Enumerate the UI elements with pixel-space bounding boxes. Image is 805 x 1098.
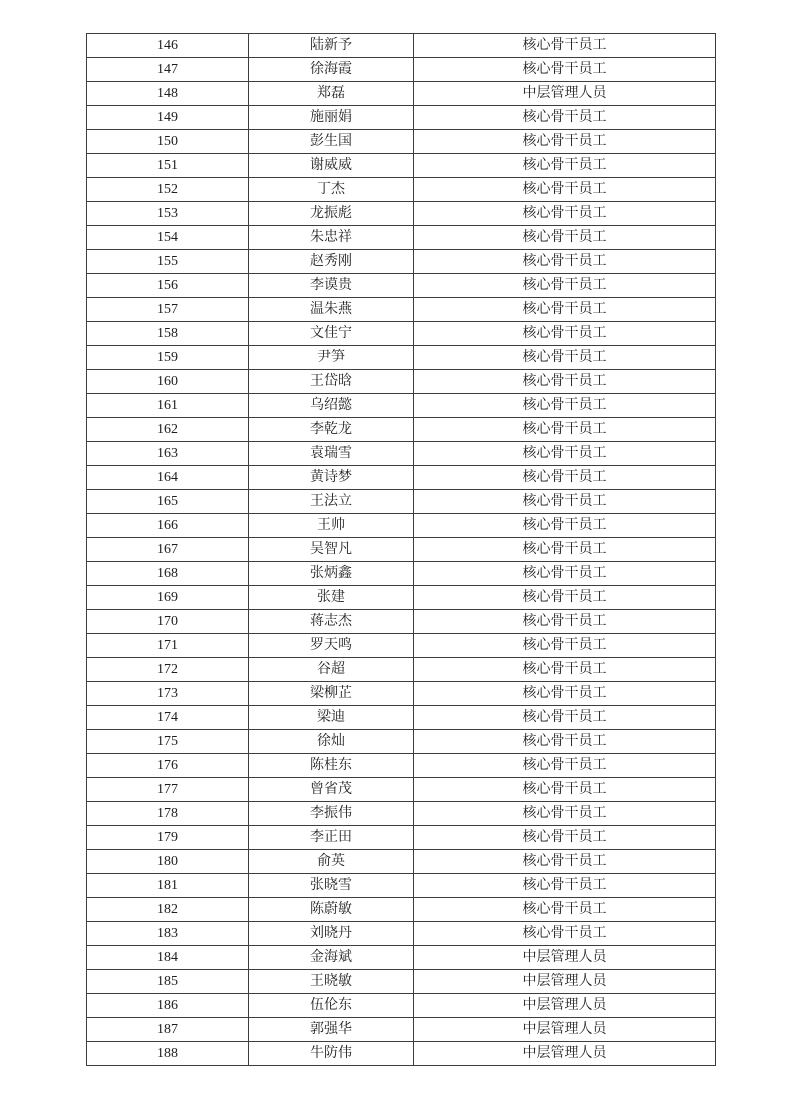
employee-category-cell: 核心骨干员工 — [414, 586, 716, 610]
serial-number-cell: 162 — [87, 418, 249, 442]
employee-name-cell: 王岱晗 — [249, 370, 414, 394]
employee-category-cell: 核心骨干员工 — [414, 202, 716, 226]
employee-category-cell: 核心骨干员工 — [414, 514, 716, 538]
employee-category-cell: 核心骨干员工 — [414, 130, 716, 154]
employee-name-cell: 朱忠祥 — [249, 226, 414, 250]
serial-number-cell: 176 — [87, 754, 249, 778]
serial-number-cell: 186 — [87, 994, 249, 1018]
table-row — [87, 586, 716, 610]
serial-number-cell: 154 — [87, 226, 249, 250]
employee-name-cell: 龙振彪 — [249, 202, 414, 226]
employee-category-cell: 核心骨干员工 — [414, 754, 716, 778]
serial-number-cell: 188 — [87, 1042, 249, 1066]
employee-category-cell: 核心骨干员工 — [414, 706, 716, 730]
table-row — [87, 178, 716, 202]
table-row — [87, 322, 716, 346]
employee-category-cell: 核心骨干员工 — [414, 658, 716, 682]
table-row — [87, 418, 716, 442]
table-row — [87, 898, 716, 922]
table-row — [87, 922, 716, 946]
employee-category-cell: 核心骨干员工 — [414, 370, 716, 394]
serial-number-cell: 161 — [87, 394, 249, 418]
employee-name-cell: 张炳鑫 — [249, 562, 414, 586]
table-row — [87, 826, 716, 850]
employee-category-cell: 核心骨干员工 — [414, 178, 716, 202]
employee-name-cell: 施丽娟 — [249, 106, 414, 130]
employee-name-cell: 陆新予 — [249, 34, 414, 58]
employee-name-cell: 尹笋 — [249, 346, 414, 370]
employee-name-cell: 陈蔚敏 — [249, 898, 414, 922]
table-row — [87, 538, 716, 562]
serial-number-cell: 180 — [87, 850, 249, 874]
table-row — [87, 346, 716, 370]
employee-roster-table — [86, 33, 716, 1066]
table-row — [87, 34, 716, 58]
table-row — [87, 682, 716, 706]
employee-category-cell: 核心骨干员工 — [414, 562, 716, 586]
employee-category-cell: 核心骨干员工 — [414, 802, 716, 826]
table-row — [87, 154, 716, 178]
employee-category-cell: 核心骨干员工 — [414, 322, 716, 346]
table-row — [87, 970, 716, 994]
table-row — [87, 226, 716, 250]
table-row — [87, 874, 716, 898]
table-row — [87, 298, 716, 322]
employee-roster-body — [87, 34, 716, 1066]
serial-number-cell: 170 — [87, 610, 249, 634]
employee-name-cell: 丁杰 — [249, 178, 414, 202]
employee-name-cell: 王晓敏 — [249, 970, 414, 994]
employee-category-cell: 核心骨干员工 — [414, 298, 716, 322]
table-row — [87, 394, 716, 418]
employee-category-cell: 核心骨干员工 — [414, 490, 716, 514]
employee-name-cell: 文佳宁 — [249, 322, 414, 346]
employee-name-cell: 伍伦东 — [249, 994, 414, 1018]
employee-category-cell: 核心骨干员工 — [414, 346, 716, 370]
serial-number-cell: 152 — [87, 178, 249, 202]
employee-category-cell: 核心骨干员工 — [414, 274, 716, 298]
employee-category-cell: 中层管理人员 — [414, 1018, 716, 1042]
employee-name-cell: 吴智凡 — [249, 538, 414, 562]
serial-number-cell: 172 — [87, 658, 249, 682]
employee-category-cell: 核心骨干员工 — [414, 58, 716, 82]
serial-number-cell: 163 — [87, 442, 249, 466]
serial-number-cell: 168 — [87, 562, 249, 586]
table-row — [87, 442, 716, 466]
employee-category-cell: 中层管理人员 — [414, 994, 716, 1018]
table-row — [87, 250, 716, 274]
serial-number-cell: 166 — [87, 514, 249, 538]
table-row — [87, 58, 716, 82]
employee-name-cell: 牛防伟 — [249, 1042, 414, 1066]
employee-category-cell: 核心骨干员工 — [414, 682, 716, 706]
serial-number-cell: 179 — [87, 826, 249, 850]
table-row — [87, 778, 716, 802]
employee-name-cell: 赵秀刚 — [249, 250, 414, 274]
table-row — [87, 658, 716, 682]
serial-number-cell: 175 — [87, 730, 249, 754]
table-row — [87, 634, 716, 658]
employee-name-cell: 曾省茂 — [249, 778, 414, 802]
table-row — [87, 754, 716, 778]
employee-category-cell: 核心骨干员工 — [414, 106, 716, 130]
employee-name-cell: 蒋志杰 — [249, 610, 414, 634]
table-row — [87, 82, 716, 106]
table-row — [87, 562, 716, 586]
employee-name-cell: 徐灿 — [249, 730, 414, 754]
employee-name-cell: 谷超 — [249, 658, 414, 682]
employee-name-cell: 乌绍懿 — [249, 394, 414, 418]
employee-name-cell: 金海斌 — [249, 946, 414, 970]
employee-name-cell: 李乾龙 — [249, 418, 414, 442]
employee-category-cell: 核心骨干员工 — [414, 418, 716, 442]
serial-number-cell: 148 — [87, 82, 249, 106]
employee-category-cell: 核心骨干员工 — [414, 634, 716, 658]
serial-number-cell: 151 — [87, 154, 249, 178]
table-row — [87, 202, 716, 226]
serial-number-cell: 153 — [87, 202, 249, 226]
employee-name-cell: 刘晓丹 — [249, 922, 414, 946]
table-row — [87, 490, 716, 514]
serial-number-cell: 174 — [87, 706, 249, 730]
table-row — [87, 370, 716, 394]
employee-name-cell: 徐海霞 — [249, 58, 414, 82]
employee-name-cell: 谢威威 — [249, 154, 414, 178]
serial-number-cell: 182 — [87, 898, 249, 922]
serial-number-cell: 169 — [87, 586, 249, 610]
employee-category-cell: 核心骨干员工 — [414, 394, 716, 418]
employee-name-cell: 李振伟 — [249, 802, 414, 826]
employee-name-cell: 袁瑞雪 — [249, 442, 414, 466]
employee-category-cell: 中层管理人员 — [414, 1042, 716, 1066]
table-row — [87, 1018, 716, 1042]
employee-category-cell: 核心骨干员工 — [414, 898, 716, 922]
table-row — [87, 730, 716, 754]
serial-number-cell: 184 — [87, 946, 249, 970]
serial-number-cell: 147 — [87, 58, 249, 82]
serial-number-cell: 146 — [87, 34, 249, 58]
employee-category-cell: 核心骨干员工 — [414, 850, 716, 874]
employee-category-cell: 核心骨干员工 — [414, 610, 716, 634]
table-row — [87, 994, 716, 1018]
employee-name-cell: 彭生国 — [249, 130, 414, 154]
table-row — [87, 946, 716, 970]
employee-category-cell: 核心骨干员工 — [414, 154, 716, 178]
employee-category-cell: 核心骨干员工 — [414, 730, 716, 754]
serial-number-cell: 149 — [87, 106, 249, 130]
table-row — [87, 130, 716, 154]
table-row — [87, 466, 716, 490]
employee-name-cell: 黄诗梦 — [249, 466, 414, 490]
serial-number-cell: 177 — [87, 778, 249, 802]
table-row — [87, 850, 716, 874]
serial-number-cell: 183 — [87, 922, 249, 946]
serial-number-cell: 155 — [87, 250, 249, 274]
serial-number-cell: 187 — [87, 1018, 249, 1042]
serial-number-cell: 171 — [87, 634, 249, 658]
serial-number-cell: 181 — [87, 874, 249, 898]
serial-number-cell: 160 — [87, 370, 249, 394]
employee-name-cell: 罗天鸣 — [249, 634, 414, 658]
serial-number-cell: 157 — [87, 298, 249, 322]
employee-name-cell: 陈桂东 — [249, 754, 414, 778]
serial-number-cell: 150 — [87, 130, 249, 154]
employee-name-cell: 俞英 — [249, 850, 414, 874]
employee-name-cell: 张建 — [249, 586, 414, 610]
employee-category-cell: 核心骨干员工 — [414, 34, 716, 58]
employee-category-cell: 中层管理人员 — [414, 82, 716, 106]
employee-name-cell: 张晓雪 — [249, 874, 414, 898]
employee-category-cell: 核心骨干员工 — [414, 874, 716, 898]
employee-name-cell: 温朱燕 — [249, 298, 414, 322]
employee-name-cell: 梁迪 — [249, 706, 414, 730]
employee-category-cell: 核心骨干员工 — [414, 922, 716, 946]
employee-name-cell: 郑磊 — [249, 82, 414, 106]
serial-number-cell: 158 — [87, 322, 249, 346]
table-row — [87, 706, 716, 730]
serial-number-cell: 164 — [87, 466, 249, 490]
employee-category-cell: 核心骨干员工 — [414, 778, 716, 802]
employee-category-cell: 中层管理人员 — [414, 946, 716, 970]
table-row — [87, 274, 716, 298]
table-row — [87, 802, 716, 826]
employee-name-cell: 李正田 — [249, 826, 414, 850]
employee-name-cell: 李谟贵 — [249, 274, 414, 298]
serial-number-cell: 185 — [87, 970, 249, 994]
employee-category-cell: 中层管理人员 — [414, 970, 716, 994]
table-row — [87, 1042, 716, 1066]
serial-number-cell: 165 — [87, 490, 249, 514]
serial-number-cell: 159 — [87, 346, 249, 370]
employee-category-cell: 核心骨干员工 — [414, 466, 716, 490]
table-row — [87, 610, 716, 634]
employee-name-cell: 郭强华 — [249, 1018, 414, 1042]
employee-category-cell: 核心骨干员工 — [414, 538, 716, 562]
serial-number-cell: 173 — [87, 682, 249, 706]
serial-number-cell: 156 — [87, 274, 249, 298]
serial-number-cell: 167 — [87, 538, 249, 562]
employee-name-cell: 梁柳芷 — [249, 682, 414, 706]
table-row — [87, 106, 716, 130]
employee-category-cell: 核心骨干员工 — [414, 826, 716, 850]
serial-number-cell: 178 — [87, 802, 249, 826]
employee-name-cell: 王法立 — [249, 490, 414, 514]
employee-category-cell: 核心骨干员工 — [414, 226, 716, 250]
employee-name-cell: 王帅 — [249, 514, 414, 538]
table-row — [87, 514, 716, 538]
employee-category-cell: 核心骨干员工 — [414, 442, 716, 466]
employee-category-cell: 核心骨干员工 — [414, 250, 716, 274]
